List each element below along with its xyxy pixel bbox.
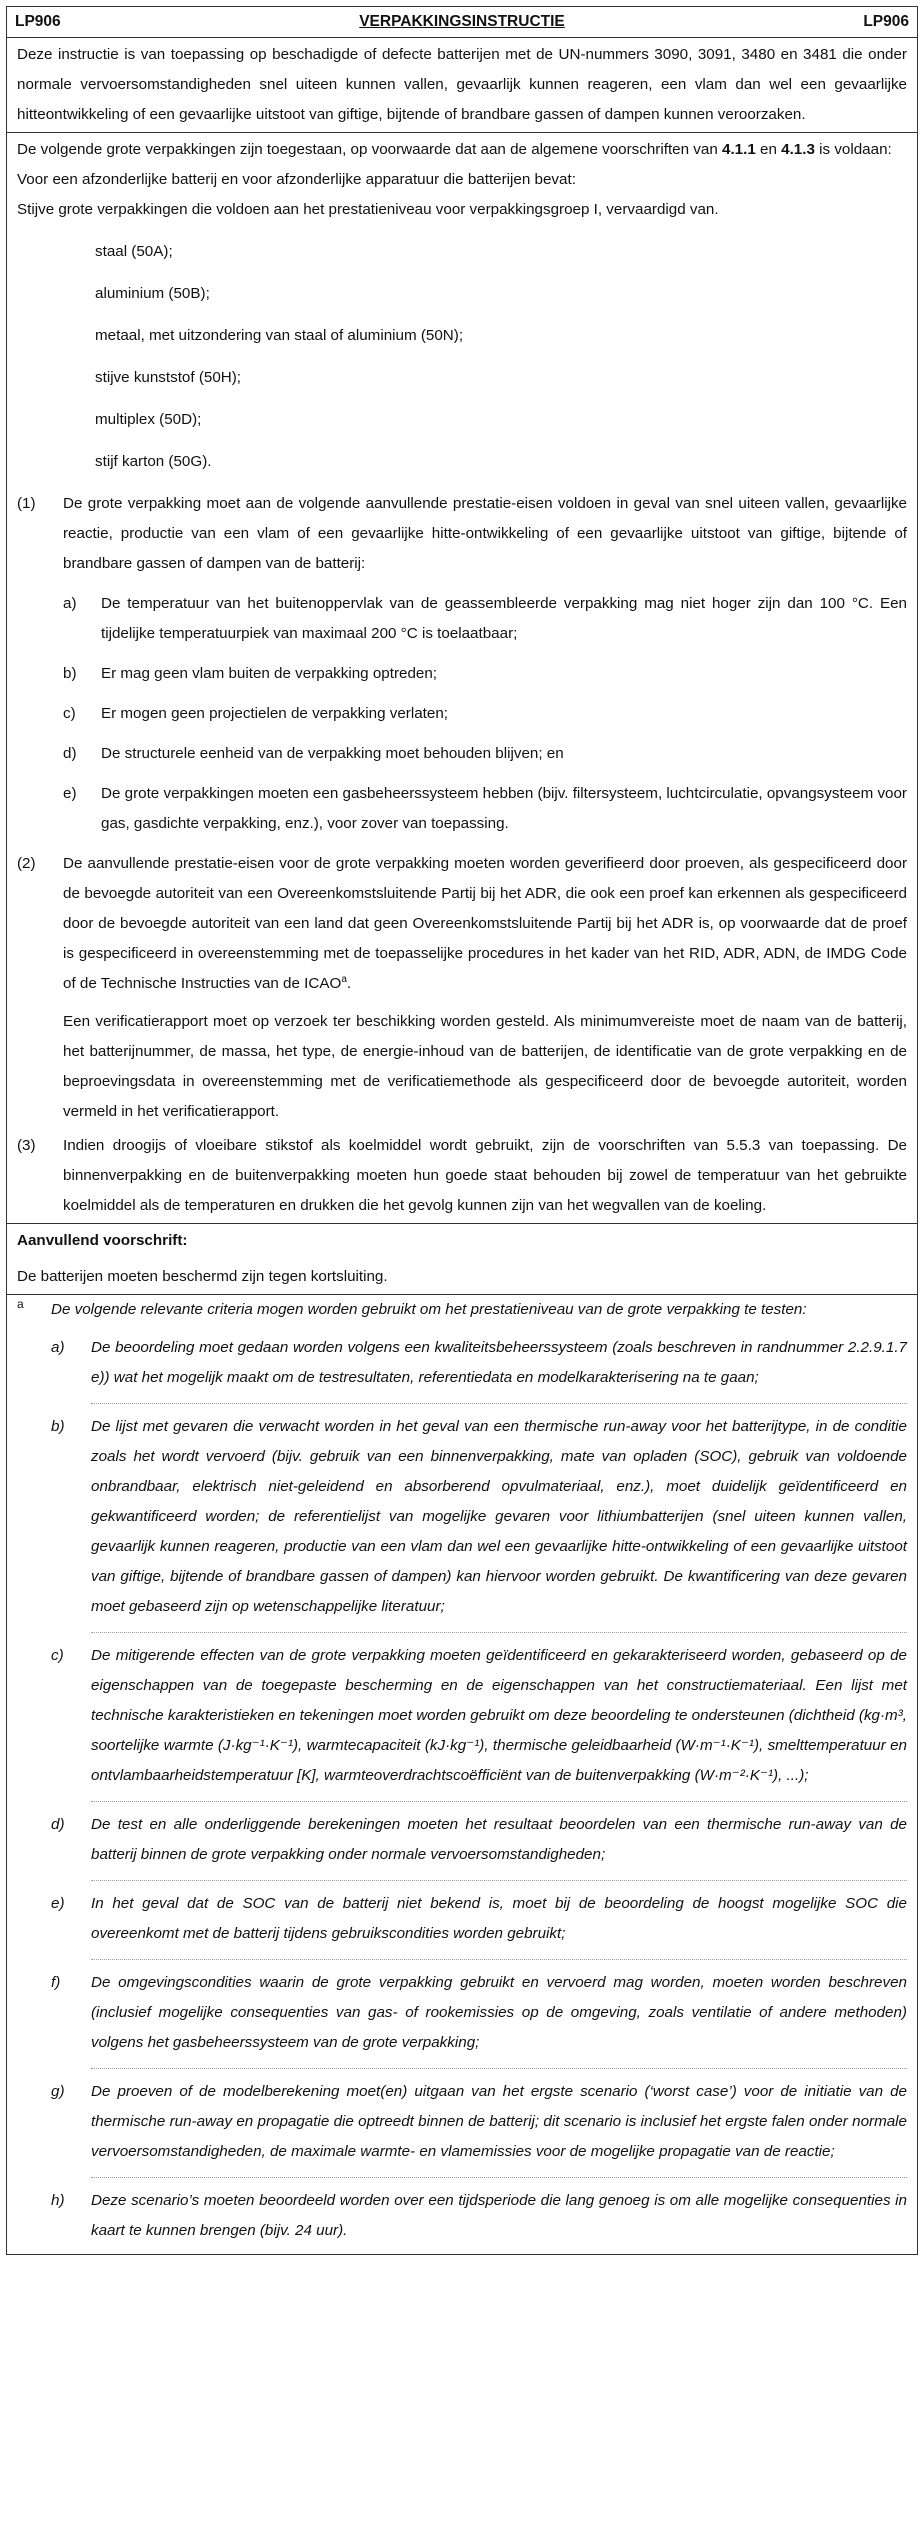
requirement-2: (2) De aanvullende prestatie-eisen voor de grote verpakking moeten worden geverifieerd door proeven, als gespecificeerd door de bevoegde autoriteit van een Overeenkomstsluitende Partij bij het ADR, die ook een proef kan erkennen als gespecificeerd door de bevoegde autoriteit van een land dat geen Overeenkomstsluitende Partij bij het ADR is, op voorwaarde dat de proef is gespecificeerd in overeenstemming met de toepasselijke procedures in het kader van het RID, ADR, ADN, de IMDG Code of de Technische Instructies van de ICAO$^a$. (17, 855, 907, 992)
packagings-line3: Stijve grote verpakkingen die voldoen aan het prestatieniveau voor verpakkingsgroep I, vervaardigd van. (17, 201, 719, 218)
header-title: VERPAKKINGSINSTRUCTIE (359, 13, 565, 30)
packaging-section (6, 133, 918, 1224)
dotted-divider (91, 1632, 907, 1633)
ref-4-1-1: 4.1.1 (722, 141, 756, 158)
footnote-lead: a De volgende relevante criteria mogen worden gebruikt om het prestatieniveau van de grote verpakking te testen: (17, 1295, 907, 1325)
requirement-3: (3) Indien droogijs of vloeibare stikstof als koelmiddel wordt gebruikt, zijn de voorschriften van 5.5.3 van toepassing. De binnenverpakking en de buitenverpakking moeten hun goede staat behouden bij zowel de temperatuur van het gebruikte koelmiddel als de temperaturen en drukken die het gevolg kunnen zijn van het wegvallen van de koeling. (17, 1137, 907, 1214)
dotted-divider (91, 1880, 907, 1881)
footnote-item: b) De lijst met gevaren die verwacht worden in het geval van een thermische run-away voor het batterijtype, in de conditie zoals het wordt vervoerd (bijv. gebruik van een binnenverpakking, mate van opladen (SOC), gebruik van voldoende onbrandbaar, elektrisch niet-geleidend en absorberend opvulmateriaal, enz.), moet duidelijk geïdentificeerd en gekwantificeerd worden; de referentielijst van mogelijke gevaren voor lithiumbatterijen (snel uiteen kunnen vallen, gevaarlijk kunnen reageren, productie van een vlam dan wel een gevaarlijke hitte-ontwikkeling of een gevaarlijke uitstoot van giftige, bijtende of brandbare gassen of dampen) kan hiervoor worden gebruikt. De kwantificering van deze gevaren moet gebaseerd zijn op wetenschappelijke literatuur; (51, 1418, 907, 1615)
additional-title: Aanvullend voorschrift: (17, 1232, 188, 1249)
dotted-divider (91, 1959, 907, 1960)
requirement-1-item: a) De temperatuur van het buitenoppervlak van de geassembleerde verpakking mag niet hoger zijn dan 100 °C. Een tijdelijke temperatuurpiek van maximaal 200 °C is toelaatbaar; (63, 595, 907, 642)
footnote-item: d) De test en alle onderliggende berekeningen moeten het resultaat beoordelen van een thermische run-away van de batterij binnen de grote verpakking onder normale vervoersomstandigheden; (51, 1816, 907, 1863)
document-header (6, 6, 918, 38)
footnote-item: g) De proeven of de modelberekening moet(en) uitgaan van het ergste scenario (‘worst case’) voor de initiatie van de thermische run-away en propagatie die optreedt binnen de batterij; dit scenario is inclusief het ergste falen onder normale vervoersomstandigheden, de maximale warmte- en vlamemissies voor de mogelijke propagatie van de reactie; (51, 2083, 907, 2160)
dotted-divider (91, 2177, 907, 2178)
material-item: multiplex (50D); (95, 411, 202, 428)
footnote-mark: a (17, 1297, 24, 1311)
footnote-ref: a (341, 973, 347, 985)
material-item: staal (50A); (95, 243, 173, 260)
ref-4-1-3: 4.1.3 (781, 141, 815, 158)
header-code-left: LP906 (15, 13, 61, 30)
dotted-divider (91, 1403, 907, 1404)
intro-section (6, 38, 918, 133)
footnote-item: f) De omgevingscondities waarin de grote verpakking gebruikt en vervoerd mag worden, moeten worden beschreven (inclusief mogelijke consequenties van gas- of rookemissies op de omgeving, zoals ventilatie of andere methoden) volgens het gasbeheerssysteem van de grote verpakking; (51, 1974, 907, 2051)
requirement-1-item: e) De grote verpakkingen moeten een gasbeheerssysteem hebben (bijv. filtersysteem, luchtcirculatie, opvangsysteem voor gas, gasdichte verpakking, enz.), voor zover van toepassing. (63, 785, 907, 832)
header-code-right: LP906 (863, 13, 909, 30)
requirement-1-item: b) Er mag geen vlam buiten de verpakking optreden; (63, 665, 438, 682)
requirement-1-item: d) De structurele eenheid van de verpakking moet behouden blijven; en (63, 745, 564, 762)
material-item: metaal, met uitzondering van staal of aluminium (50N); (95, 327, 464, 344)
requirement-2-report: Een verificatierapport moet op verzoek ter beschikking worden gesteld. Als minimumvereiste moet de naam van de batterij, het batterijnummer, de massa, het type, de energie-inhoud van de batterijen, de identificatie van de grote verpakking en de beproevingsdata in overeenstemming met de verificatiemethode als gespecificeerd door de bevoegde autoriteit, worden vermeld in het verificatierapport. (63, 1013, 907, 1120)
requirement-1-item: c) Er mogen geen projectielen de verpakking verlaten; (63, 705, 448, 722)
intro-text: Deze instructie is van toepassing op beschadigde of defecte batterijen met de UN-nummers 3090, 3091, 3480 en 3481 die onder normale vervoersomstandigheden snel uiteen kunnen vallen, gevaarlijk kunnen reageren, een vlam dan wel een gevaarlijke hitteontwikkeling of een gevaarlijke uitstoot van giftige, bijtende of brandbare gassen of dampen kunnen veroorzaken. (17, 46, 907, 123)
requirement-1: (1) De grote verpakking moet aan de volgende aanvullende prestatie-eisen voldoen in geval van snel uiteen vallen, gevaarlijke reactie, productie van een vlam of een gevaarlijke hitte-ontwikkeling of een gevaarlijke uitstoot van giftige, bijtende of brandbare gassen of dampen van de batterij: (17, 495, 907, 572)
footnote-item: a) De beoordeling moet gedaan worden volgens een kwaliteitsbeheerssysteem (zoals beschreven in randnummer 2.2.9.1.7 e)) wat het mogelijk maakt om de testresultaten, referentiedata en modelkarakterisering na te gaan; (51, 1339, 907, 1386)
additional-provision (6, 1224, 918, 1295)
footnote-item: h) Deze scenario’s moeten beoordeeld worden over een tijdsperiode die lang genoeg is om alle mogelijke consequenties in kaart te kunnen brengen (bijv. 24 uur). (51, 2192, 907, 2239)
document (6, 6, 918, 2255)
packagings-line1: De volgende grote verpakkingen zijn toegestaan, op voorwaarde dat aan de algemene voorschriften van 4.1.1 en 4.1.3 is voldaan: (17, 141, 892, 158)
footnote-section (6, 1295, 918, 2255)
footnote-item: e) In het geval dat de SOC van de batterij niet bekend is, moet bij de beoordeling de hoogst mogelijke SOC die overeenkomt met de batterij tijdens gebruikscondities worden gebruikt; (51, 1895, 907, 1942)
material-item: stijf karton (50G). (95, 453, 212, 470)
additional-text: De batterijen moeten beschermd zijn tegen kortsluiting. (17, 1268, 388, 1285)
materials-list (95, 231, 907, 483)
dotted-divider (91, 1801, 907, 1802)
packagings-line2: Voor een afzonderlijke batterij en voor afzonderlijke apparatuur die batterijen bevat: (17, 171, 576, 188)
material-item: aluminium (50B); (95, 285, 210, 302)
dotted-divider (91, 2068, 907, 2069)
material-item: stijve kunststof (50H); (95, 369, 242, 386)
footnote-item: c) De mitigerende effecten van de grote verpakking moeten geïdentificeerd en gekarakteriseerd worden, gebaseerd op de eigenschappen van de toegepaste bescherming en de eigenschappen van het constructiemateriaal. Een lijst met technische karakteristieken en tekeningen moet worden gebruikt om deze beoordeling te ondersteunen (dichtheid (kg·m³, soortelijke warmte (J·kg⁻¹·K⁻¹), warmtecapaciteit (kJ·kg⁻¹), thermische geleidbaarheid (W·m⁻¹·K⁻¹), smelttemperatuur en ontvlambaarheidstemperatuur [K], warmteoverdrachtscoëfficiënt van de buitenverpakking (W·m⁻²·K⁻¹), ...); (51, 1647, 907, 1784)
